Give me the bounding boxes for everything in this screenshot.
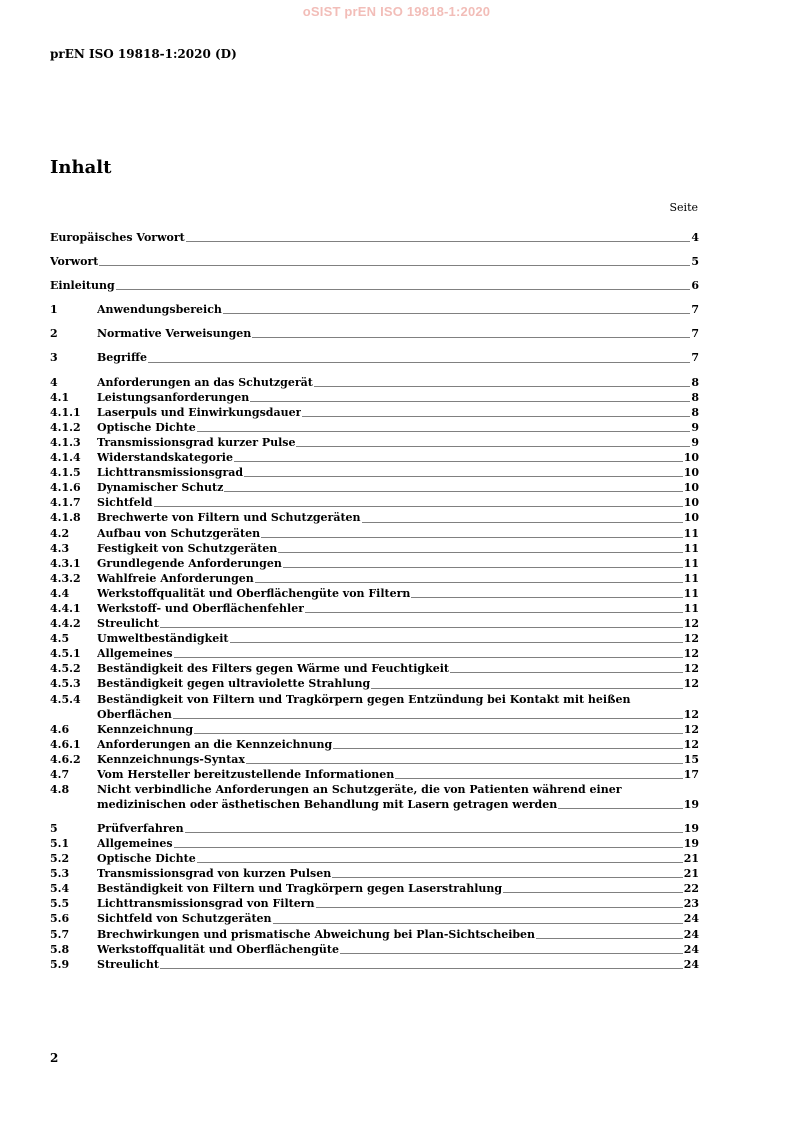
toc-leader-dots — [148, 362, 690, 363]
toc-entry-number: 4.1.5 — [50, 466, 81, 480]
toc-entry-number: 4.5.2 — [50, 662, 81, 676]
toc-leader-dots — [558, 808, 682, 809]
toc-entry-title-continued: Oberflächen — [97, 707, 172, 721]
toc-entry[interactable] — [50, 480, 699, 495]
toc-entry-number: 4.1 — [50, 390, 70, 404]
toc-entry[interactable] — [50, 722, 699, 737]
toc-entry[interactable] — [50, 230, 699, 245]
toc-leader-dots — [302, 416, 690, 417]
toc-entry-number: 5.5 — [50, 897, 70, 911]
toc-leader-dots — [244, 476, 683, 477]
toc-entry-page: 7 — [691, 303, 699, 317]
toc-entry-number: 4.6 — [50, 722, 70, 736]
toc-entry-page: 17 — [683, 767, 699, 781]
toc-leader-dots — [185, 832, 683, 833]
toc-leader-dots — [296, 446, 690, 447]
toc-entry[interactable] — [50, 927, 699, 942]
toc-entry[interactable] — [50, 767, 699, 782]
toc-entry[interactable] — [50, 851, 699, 866]
toc-entry-page: 10 — [683, 451, 699, 465]
toc-entry-number: 4.4.1 — [50, 601, 81, 615]
toc-leader-dots — [224, 491, 682, 492]
toc-entry-title: Begriffe — [97, 351, 147, 365]
toc-leader-dots — [273, 923, 683, 924]
toc-entry[interactable] — [50, 526, 699, 541]
toc-entry-page: 7 — [691, 327, 699, 341]
toc-leader-dots — [174, 657, 683, 658]
toc-entry-title: Laserpuls und Einwirkungsdauer — [97, 405, 302, 419]
toc-entry-title: Aufbau von Schutzgeräten — [97, 526, 261, 540]
toc-entry[interactable] — [50, 420, 699, 435]
toc-leader-dots — [450, 672, 683, 673]
document-identifier: prEN ISO 19818-1:2020 (D) — [50, 47, 237, 61]
toc-entry-page: 12 — [683, 722, 699, 736]
toc-leader-dots — [261, 537, 683, 538]
toc-entry-page: 8 — [691, 375, 699, 389]
toc-leader-dots — [223, 313, 690, 314]
toc-entry-number: 4.1.7 — [50, 496, 81, 510]
toc-entry-page: 10 — [683, 511, 699, 525]
toc-leader-dots — [116, 289, 691, 290]
toc-entry-page: 11 — [683, 586, 699, 600]
toc-leader-dots — [197, 431, 691, 432]
toc-entry[interactable] — [50, 896, 699, 911]
toc-entry-title: Werkstoffqualität und Oberflächengüte — [97, 942, 339, 956]
toc-leader-dots — [99, 265, 690, 266]
toc-entry-title: Leistungsanforderungen — [97, 390, 250, 404]
toc-leader-dots — [305, 612, 683, 613]
toc-entry-title: Wahlfreie Anforderungen — [97, 571, 254, 585]
toc-entry-page: 12 — [683, 707, 699, 721]
toc-entry[interactable] — [50, 375, 699, 390]
toc-entry-number: 4.5.3 — [50, 677, 81, 691]
toc-entry-number: 4.5.4 — [50, 692, 81, 706]
toc-entry-title-continued: medizinischen oder ästhetischen Behandlung mit Lasern getragen werden — [97, 797, 558, 811]
toc-entry-page: 24 — [683, 927, 699, 941]
toc-entry-number: 5.4 — [50, 882, 70, 896]
toc-leader-dots — [230, 642, 683, 643]
toc-entry-page: 12 — [683, 617, 699, 631]
toc-entry-title: Brechwerte von Filtern und Schutzgeräten — [97, 511, 361, 525]
toc-entry-title: Transmissionsgrad von kurzen Pulsen — [97, 867, 332, 881]
toc-entry-number: 4.5 — [50, 632, 70, 646]
toc-entry-title: Einleitung — [50, 279, 115, 293]
toc-entry-title: Beständigkeit des Filters gegen Wärme und Feuchtigkeit — [97, 662, 449, 676]
toc-entry[interactable] — [50, 586, 699, 601]
toc-entry-number: 4.6.1 — [50, 737, 81, 751]
toc-entry[interactable] — [50, 957, 699, 972]
toc-leader-dots — [503, 892, 683, 893]
toc-entry-title: Anwendungsbereich — [97, 303, 222, 317]
toc-entry[interactable] — [50, 571, 699, 586]
toc-entry-title: Brechwirkungen und prismatische Abweichung bei Plan-Sichtscheiben — [97, 927, 536, 941]
toc-entry-page: 11 — [683, 526, 699, 540]
toc-entry-title: Kennzeichnung — [97, 722, 194, 736]
toc-leader-dots — [314, 386, 690, 387]
toc-entry[interactable] — [50, 821, 699, 836]
toc-entry-number: 4.4.2 — [50, 617, 81, 631]
toc-entry-page: 15 — [683, 752, 699, 766]
toc-leader-dots — [252, 337, 690, 338]
toc-entry-title: Vom Hersteller bereitzustellende Informationen — [97, 767, 395, 781]
toc-entry-page: 11 — [683, 601, 699, 615]
toc-entry[interactable] — [50, 302, 699, 317]
toc-entry-title: Europäisches Vorwort — [50, 231, 185, 244]
toc-entry-page: 12 — [683, 632, 699, 646]
toc-entry-page: 8 — [691, 405, 699, 419]
toc-entry-page: 10 — [683, 481, 699, 495]
toc-entry-number: 4 — [50, 375, 58, 389]
toc-entry-page: 6 — [691, 279, 699, 293]
toc-entry-page: 11 — [683, 571, 699, 585]
toc-leader-dots — [371, 688, 682, 689]
toc-entry[interactable] — [50, 836, 699, 851]
toc-leader-dots — [411, 597, 682, 598]
toc-entry[interactable] — [50, 435, 699, 450]
toc-entry[interactable] — [50, 390, 699, 405]
toc-entry-title: Sichtfeld — [97, 496, 153, 510]
toc-entry-title: Umweltbeständigkeit — [97, 632, 229, 646]
toc-entry-page: 7 — [691, 351, 699, 365]
toc-entry[interactable] — [50, 631, 699, 646]
toc-leader-dots — [186, 241, 691, 242]
toc-entry[interactable] — [50, 866, 699, 881]
toc-entry[interactable] — [50, 556, 699, 571]
toc-entry-page: 12 — [683, 662, 699, 676]
toc-entry-page: 4 — [691, 231, 699, 244]
toc-entry-number: 4.4 — [50, 586, 70, 600]
toc-entry-page: 11 — [683, 541, 699, 555]
toc-entry-number: 4.1.2 — [50, 420, 81, 434]
toc-leader-dots — [536, 938, 683, 939]
toc-entry-number: 5.6 — [50, 912, 70, 926]
toc-entry-title: Transmissionsgrad kurzer Pulse — [97, 435, 296, 449]
toc-entry-page: 10 — [683, 466, 699, 480]
toc-entry-page: 24 — [683, 957, 699, 971]
toc-entry-title: Werkstoffqualität und Oberflächengüte von Filtern — [97, 586, 411, 600]
toc-entry-number: 1 — [50, 303, 58, 317]
toc-entry-number: 4.3.2 — [50, 571, 81, 585]
toc-leader-dots — [160, 968, 683, 969]
toc-leader-dots — [173, 718, 683, 719]
toc-entry-page: 12 — [683, 647, 699, 661]
toc-entry-number: 5.1 — [50, 837, 70, 850]
toc-entry[interactable] — [50, 495, 699, 510]
table-of-contents — [50, 230, 699, 972]
toc-entry-page: 5 — [691, 255, 699, 269]
toc-entry-number: 3 — [50, 351, 58, 365]
toc-entry-title: Beständigkeit von Filtern und Tragkörpern gegen Entzündung bei Kontakt mit heißen — [97, 692, 631, 706]
toc-entry-page: 9 — [691, 420, 699, 434]
page-number: 2 — [50, 1051, 59, 1065]
toc-entry-number: 4.2 — [50, 526, 70, 540]
toc-entry-title: Streulicht — [97, 957, 159, 971]
toc-entry-page: 19 — [683, 837, 699, 850]
toc-entry-title: Sichtfeld von Schutzgeräten — [97, 912, 272, 926]
toc-entry-page: 10 — [683, 496, 699, 510]
toc-entry-number: 5.3 — [50, 867, 70, 881]
toc-entry-page: 12 — [683, 677, 699, 691]
toc-leader-dots — [194, 733, 683, 734]
toc-entry-number: 5 — [50, 821, 58, 835]
toc-leader-dots — [278, 552, 682, 553]
toc-entry-page: 21 — [683, 867, 699, 881]
toc-entry-title: Anforderungen an das Schutzgerät — [97, 375, 313, 389]
toc-entry-page: 11 — [683, 556, 699, 570]
toc-entry[interactable] — [50, 350, 699, 365]
toc-leader-dots — [333, 748, 683, 749]
toc-entry-title: Lichttransmissionsgrad von Filtern — [97, 897, 315, 911]
toc-entry-number: 5.8 — [50, 942, 70, 956]
toc-entry-number: 2 — [50, 327, 58, 341]
toc-entry-title: Anforderungen an die Kennzeichnung — [97, 737, 333, 751]
toc-entry[interactable] — [50, 911, 699, 926]
toc-entry[interactable] — [50, 601, 699, 616]
toc-entry-title: Normative Verweisungen — [97, 327, 252, 341]
toc-entry-page: 22 — [683, 882, 699, 896]
toc-entry-title: Lichttransmissionsgrad — [97, 466, 244, 480]
toc-entry-title: Werkstoff- und Oberflächenfehler — [97, 601, 305, 615]
toc-entry-title: Kennzeichnungs-Syntax — [97, 752, 245, 766]
toc-entry-title: Nicht verbindliche Anforderungen an Schutzgeräte, die von Patienten während einer — [97, 782, 622, 796]
toc-entry-page: 23 — [683, 897, 699, 911]
toc-leader-dots — [160, 627, 683, 628]
toc-entry[interactable] — [50, 881, 699, 896]
toc-entry[interactable] — [50, 254, 699, 269]
toc-entry[interactable] — [50, 661, 699, 676]
toc-entry-title: Dynamischer Schutz — [97, 481, 224, 495]
toc-entry-number: 4.1.4 — [50, 451, 81, 465]
toc-entry[interactable] — [50, 450, 699, 465]
toc-entry-number: 5.7 — [50, 927, 70, 941]
toc-entry[interactable] — [50, 465, 699, 480]
toc-entry[interactable] — [50, 737, 699, 752]
toc-entry-title: Vorwort — [50, 255, 99, 269]
toc-entry-title: Festigkeit von Schutzgeräten — [97, 541, 278, 555]
toc-leader-dots — [246, 763, 683, 764]
toc-leader-dots — [197, 862, 683, 863]
toc-entry-page: 8 — [691, 390, 699, 404]
toc-entry-title: Optische Dichte — [97, 420, 196, 434]
toc-leader-dots — [174, 847, 683, 848]
toc-entry-number: 4.8 — [50, 782, 70, 796]
toc-leader-dots — [250, 401, 690, 402]
toc-entry[interactable] — [50, 541, 699, 556]
toc-entry[interactable] — [50, 405, 699, 420]
toc-entry-page: 24 — [683, 942, 699, 956]
toc-entry-page: 21 — [683, 852, 699, 866]
toc-leader-dots — [362, 522, 683, 523]
watermark: oSIST prEN ISO 19818-1:2020 — [302, 4, 491, 19]
toc-entry-title: Prüfverfahren — [97, 821, 184, 835]
toc-leader-dots — [154, 506, 683, 507]
toc-entry[interactable] — [50, 752, 699, 767]
toc-entry-title: Widerstandskategorie — [97, 451, 233, 465]
toc-entry[interactable] — [50, 942, 699, 957]
toc-entry-title: Allgemeines — [97, 647, 173, 661]
toc-entry[interactable] — [50, 326, 699, 341]
toc-entry-page: 24 — [683, 912, 699, 926]
toc-entry-number: 5.9 — [50, 957, 70, 971]
toc-entry-number: 5.2 — [50, 852, 70, 866]
toc-leader-dots — [316, 907, 683, 908]
toc-entry-number: 4.1.3 — [50, 435, 81, 449]
toc-entry-number: 4.1.1 — [50, 405, 81, 419]
toc-entry[interactable] — [50, 510, 699, 525]
toc-entry-title: Grundlegende Anforderungen — [97, 556, 282, 570]
toc-leader-dots — [283, 567, 683, 568]
toc-entry-page: 19 — [683, 797, 699, 811]
toc-entry-number: 4.3.1 — [50, 556, 81, 570]
toc-leader-dots — [395, 778, 682, 779]
toc-leader-dots — [340, 953, 683, 954]
toc-entry-title: Beständigkeit von Filtern und Tragkörpern gegen Laserstrahlung — [97, 882, 503, 896]
toc-entry-number: 4.1.6 — [50, 481, 81, 495]
toc-entry[interactable] — [50, 278, 699, 293]
toc-entry-title: Streulicht — [97, 617, 159, 631]
toc-entry-number: 4.5.1 — [50, 647, 81, 661]
page-title: Inhalt — [50, 157, 112, 178]
page-column-label: Seite — [669, 201, 698, 214]
toc-entry-page: 12 — [683, 737, 699, 751]
toc-entry-title: Optische Dichte — [97, 852, 196, 866]
toc-entry-page: 19 — [683, 821, 699, 835]
toc-entry-number: 4.3 — [50, 541, 70, 555]
toc-entry[interactable] — [50, 782, 699, 812]
toc-entry-page: 9 — [691, 435, 699, 449]
toc-entry[interactable] — [50, 646, 699, 661]
toc-entry[interactable] — [50, 676, 699, 691]
toc-entry-number: 4.6.2 — [50, 752, 81, 766]
toc-entry-title: Beständigkeit gegen ultraviolette Strahlung — [97, 677, 371, 691]
toc-entry[interactable] — [50, 616, 699, 631]
toc-leader-dots — [234, 461, 683, 462]
toc-entry-number: 4.1.8 — [50, 511, 81, 525]
toc-leader-dots — [255, 582, 683, 583]
toc-leader-dots — [332, 877, 682, 878]
toc-entry-title: Allgemeines — [97, 837, 173, 850]
toc-entry[interactable] — [50, 692, 699, 722]
toc-entry-number: 4.7 — [50, 767, 70, 781]
